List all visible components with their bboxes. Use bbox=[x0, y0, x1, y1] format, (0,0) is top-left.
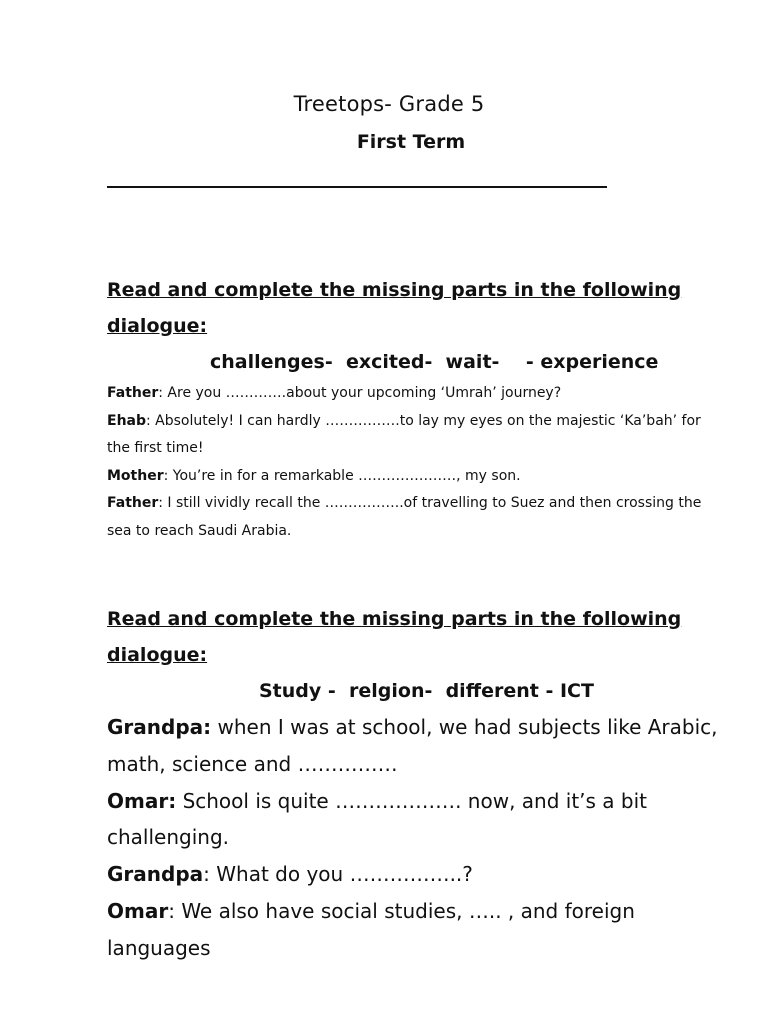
speaker-separator: : bbox=[158, 495, 168, 511]
dialogue-line bbox=[107, 856, 727, 893]
page-subtitle: First Term bbox=[356, 131, 466, 153]
dialogue-line bbox=[107, 893, 727, 967]
section-1-instruction: Read and complete the missing parts in the following dialogue: bbox=[107, 279, 682, 337]
section-2-word-bank: Study - relgion- different - ICT bbox=[259, 680, 594, 702]
speaker-separator: : bbox=[203, 862, 217, 887]
dialogue-line bbox=[107, 490, 727, 545]
dialogue-text: when I was at school, we had subjects like Arabic, math, science and …………… bbox=[107, 715, 718, 776]
dialogue-text: What do you ……………..? bbox=[216, 862, 473, 887]
dialogue-text: We also have social studies, ….. , and foreign languages bbox=[107, 898, 635, 960]
dialogue-text: You’re in for a remarkable …………………, my son. bbox=[172, 467, 521, 484]
dialogue-text: I still vividly recall the ……………..of travelling to Suez and then crossing the sea to reach Saudi Arabia. bbox=[107, 495, 702, 539]
dialogue-text: Are you ………….about your upcoming ‘Umrah’ journey? bbox=[167, 385, 562, 401]
speaker-separator: : bbox=[158, 385, 168, 401]
dialogue-line bbox=[107, 709, 727, 783]
dialogue-line bbox=[107, 783, 727, 857]
speaker-name: Grandpa bbox=[107, 862, 204, 887]
speaker-separator: : bbox=[163, 467, 173, 484]
page-title: Treetops- Grade 5 bbox=[293, 92, 485, 116]
header-divider bbox=[107, 186, 607, 188]
speaker-name: Omar bbox=[107, 898, 169, 923]
speaker-name: Omar: bbox=[107, 788, 177, 813]
section-2-instruction: Read and complete the missing parts in the following dialogue: bbox=[107, 608, 682, 666]
exercise-section-2 bbox=[107, 601, 727, 967]
speaker-separator: : bbox=[146, 412, 156, 429]
speaker-name: Grandpa: bbox=[107, 715, 212, 739]
speaker-name: Ehab bbox=[107, 412, 146, 429]
speaker-name: Father bbox=[107, 495, 159, 511]
dialogue-line bbox=[107, 463, 727, 491]
dialogue-line bbox=[107, 408, 727, 463]
speaker-separator: : bbox=[168, 898, 182, 923]
exercise-section-1 bbox=[107, 272, 727, 545]
section-1-word-bank: challenges- excited- wait- - experience bbox=[210, 351, 659, 373]
dialogue-line bbox=[107, 380, 727, 408]
dialogue-text: Absolutely! I can hardly …………….to lay my eyes on the majestic ‘Ka’bah’ for the first time! bbox=[107, 412, 701, 456]
speaker-name: Father bbox=[107, 385, 159, 401]
speaker-name: Mother bbox=[107, 467, 164, 484]
dialogue-text: School is quite ………………. now, and it’s a bit challenging. bbox=[107, 788, 648, 850]
